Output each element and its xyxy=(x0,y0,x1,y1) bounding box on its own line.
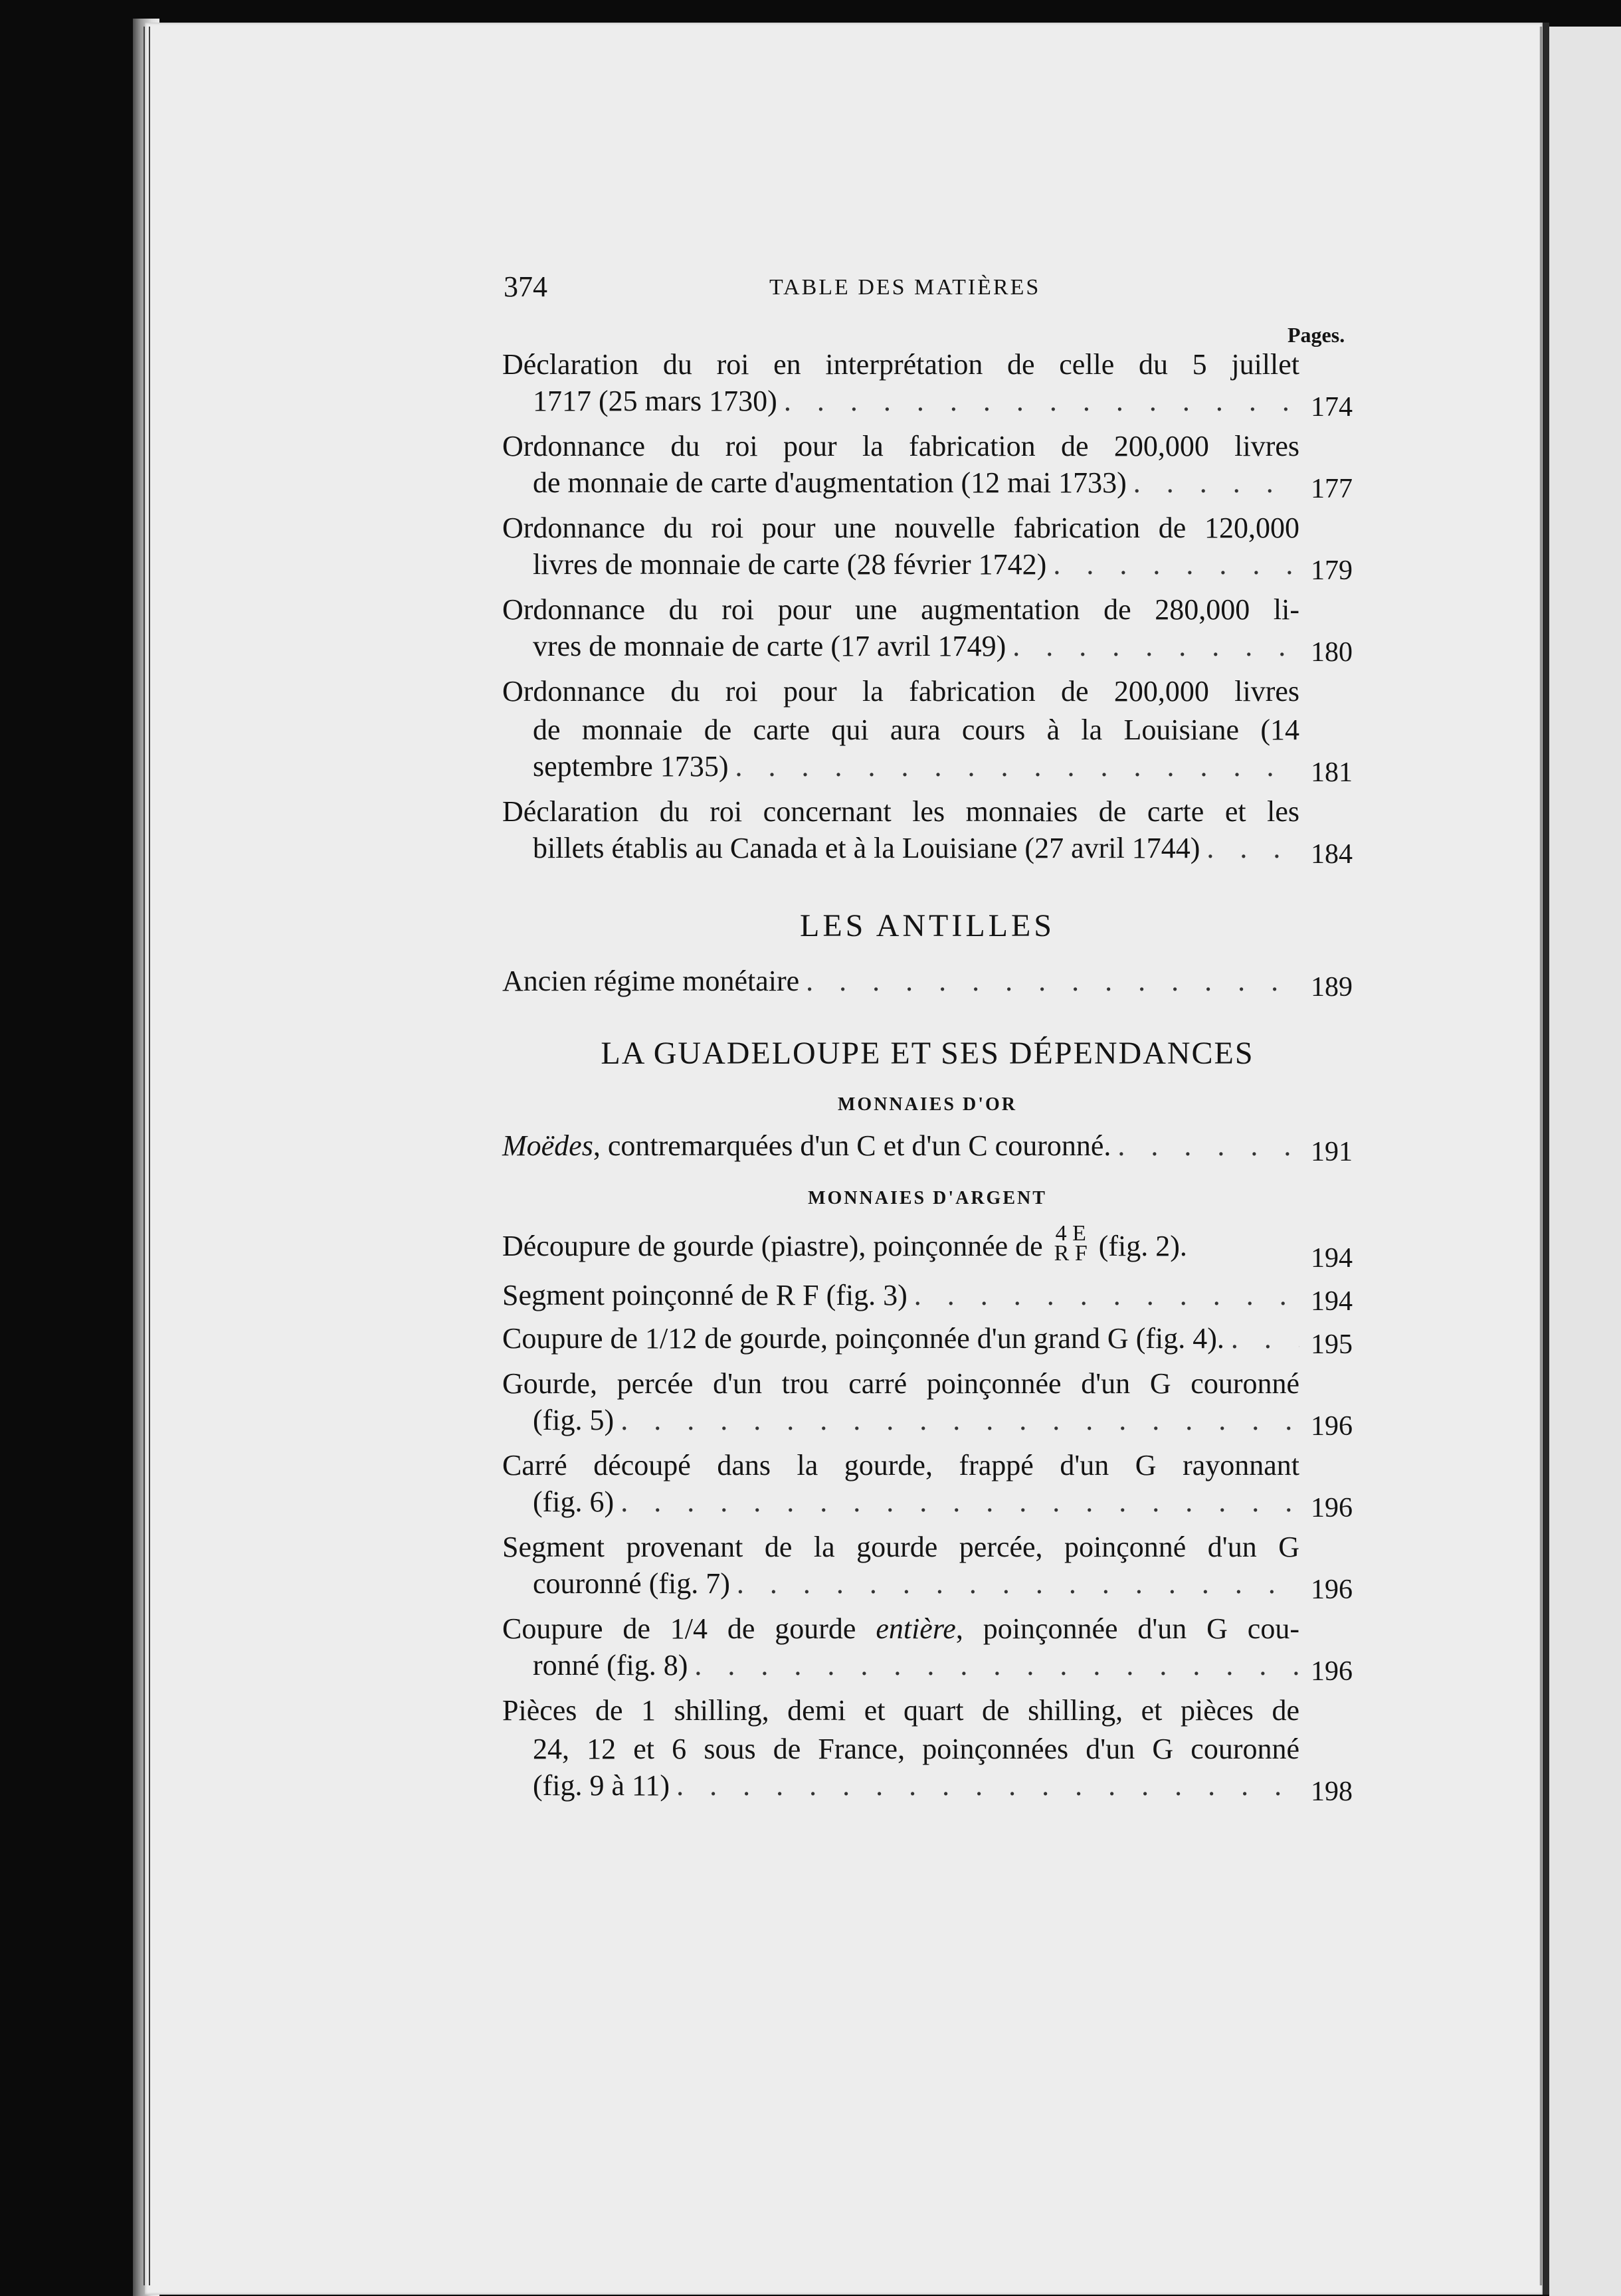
entry-line: de monnaie de carte qui aura cours à la Louisiane (14 xyxy=(533,714,1299,746)
entry-line: 24, 12 et 6 sous de France, poinçonnées d'un G couronné xyxy=(533,1733,1299,1765)
entry-text xyxy=(502,1221,1187,1269)
entry-text: vres de monnaie de carte (17 avril 1749) xyxy=(533,630,1006,662)
page-gap xyxy=(1543,23,1549,2295)
entry-text-after: (fig. 2). xyxy=(1098,1230,1187,1263)
toc-entry xyxy=(502,591,1353,668)
entry-text: ronné (fig. 8) xyxy=(533,1649,688,1681)
entry-line: Carré découpé dans la gourde, frappé d'un G rayonnant xyxy=(502,1449,1299,1482)
leader-dots xyxy=(1231,1321,1299,1355)
toc-entry xyxy=(502,345,1353,423)
gutter-line xyxy=(143,27,145,2285)
entry-text xyxy=(502,1129,1111,1163)
toc-entry xyxy=(502,1365,1353,1442)
entry-page: 198 xyxy=(1311,1776,1353,1807)
entry-text: septembre 1735) xyxy=(533,750,729,783)
entry-page: 196 xyxy=(1311,1656,1353,1687)
entry-page: 196 xyxy=(1311,1575,1353,1605)
toc-entry xyxy=(502,1221,1353,1274)
section-title-antilles: LES ANTILLES xyxy=(800,908,1055,943)
entry-text: (fig. 5) xyxy=(533,1404,615,1436)
gutter-line xyxy=(149,27,150,2285)
facing-page-edge xyxy=(1549,27,1621,2296)
entry-text: couronné (fig. 7) xyxy=(533,1567,730,1600)
fraction-bottom: R F xyxy=(1054,1241,1088,1266)
entry-line: Ordonnance du roi pour la fabrication de 200,000 livres xyxy=(502,430,1299,462)
entry-line: Gourde, percée d'un trou carré poinçonnée d'un G couronné xyxy=(502,1367,1299,1400)
entry-text: Ancien régime monétaire xyxy=(502,965,800,997)
punch-mark-fraction xyxy=(1054,1221,1088,1266)
entry-page: 181 xyxy=(1311,757,1353,788)
leader-dots xyxy=(676,1769,1299,1802)
toc-group-canada xyxy=(502,345,1353,870)
leader-dots xyxy=(1206,831,1299,865)
toc-group-shilling xyxy=(502,1691,1353,1807)
leader-dots xyxy=(737,1567,1299,1600)
leader-dots xyxy=(620,1403,1299,1437)
toc-entry xyxy=(502,1610,1353,1687)
running-title: TABLE DES MATIÈRES xyxy=(769,275,1041,300)
leader-dots xyxy=(1053,547,1299,581)
leader-dots xyxy=(806,964,1299,998)
entry-page: 177 xyxy=(1311,474,1353,504)
entry-page: 180 xyxy=(1311,637,1353,668)
entry-text: de monnaie de carte d'augmentation (12 mai 1733) xyxy=(533,466,1127,499)
running-head xyxy=(504,266,1354,312)
section-title-guadeloupe: LA GUADELOUPE ET SES DÉPENDANCES xyxy=(601,1036,1254,1071)
pages-column-label: Pages. xyxy=(1287,323,1345,347)
entry-page: 194 xyxy=(1311,1286,1353,1317)
entry-text: (fig. 9 à 11) xyxy=(533,1769,670,1802)
page-number: 374 xyxy=(504,270,547,303)
entry-text: 1717 (25 mars 1730) xyxy=(533,385,777,417)
entry-line: Segment provenant de la gourde percée, poinçonné d'un G xyxy=(502,1531,1299,1563)
entry-text: Coupure de 1/4 de gourde xyxy=(502,1612,876,1645)
table-of-contents xyxy=(502,345,1353,1812)
toc-entry xyxy=(502,1691,1353,1807)
leader-dots xyxy=(694,1648,1299,1682)
entry-text: billets établis au Canada et à la Louisiane (27 avril 1744) xyxy=(533,832,1200,864)
leader-dots xyxy=(735,749,1299,783)
fraction-top: 4 E xyxy=(1055,1221,1086,1246)
entry-text: (fig. 6) xyxy=(533,1485,615,1518)
entry-line: Ordonnance du roi pour la fabrication de 200,000 livres xyxy=(502,675,1299,708)
entry-text-rest: , contremarquées d'un C et d'un C couronné. xyxy=(593,1129,1111,1162)
toc-entry xyxy=(502,1446,1353,1523)
leader-dots xyxy=(1012,629,1299,663)
entry-page: 191 xyxy=(1311,1137,1353,1167)
entry-page: 196 xyxy=(1311,1411,1353,1442)
entry-italic: Moëdes xyxy=(502,1129,593,1162)
toc-group-argent xyxy=(502,1278,1353,1605)
toc-entry xyxy=(502,964,1353,1003)
entry-page: 189 xyxy=(1311,972,1353,1003)
leader-dots xyxy=(1117,1129,1299,1163)
toc-entry xyxy=(502,672,1353,788)
toc-entry xyxy=(502,1528,1353,1605)
entry-italic: entière xyxy=(876,1612,956,1645)
toc-entry xyxy=(502,793,1353,870)
entry-line: Pièces de 1 shilling, demi et quart de shilling, et pièces de xyxy=(502,1694,1299,1727)
entry-line: Déclaration du roi concernant les monnaies de carte et les xyxy=(502,795,1299,828)
leader-dots xyxy=(620,1485,1299,1519)
entry-text: , poinçonnée d'un G cou- xyxy=(955,1612,1299,1645)
entry-text-before: Découpure de gourde (piastre), poinçonnée de xyxy=(502,1230,1043,1263)
toc-entry xyxy=(502,509,1353,586)
subsection-monnaies-or: MONNAIES D'OR xyxy=(837,1094,1017,1115)
toc-entry xyxy=(502,427,1353,504)
entry-line: Ordonnance du roi pour une augmentation de 280,000 li- xyxy=(502,593,1299,626)
entry-text: livres de monnaie de carte (28 février 1742) xyxy=(533,548,1047,581)
entry-text: Coupure de 1/12 de gourde, poinçonnée d'un grand G (fig. 4). xyxy=(502,1322,1224,1355)
toc-entry xyxy=(502,1321,1353,1360)
entry-line: Déclaration du roi en interprétation de celle du 5 juillet xyxy=(502,348,1299,381)
entry-page: 196 xyxy=(1311,1493,1353,1523)
toc-entry xyxy=(502,1129,1353,1167)
entry-page: 179 xyxy=(1311,555,1353,586)
entry-line: Ordonnance du roi pour une nouvelle fabrication de 120,000 xyxy=(502,512,1299,544)
entry-text: Segment poinçonné de R F (fig. 3) xyxy=(502,1279,907,1311)
leader-dots xyxy=(784,384,1299,418)
entry-page: 195 xyxy=(1311,1329,1353,1360)
subsection-monnaies-argent: MONNAIES D'ARGENT xyxy=(808,1188,1047,1208)
entry-page: 194 xyxy=(1311,1243,1353,1274)
entry-line xyxy=(502,1610,1299,1648)
entry-page: 174 xyxy=(1311,392,1353,423)
leader-dots xyxy=(914,1278,1299,1312)
toc-entry xyxy=(502,1278,1353,1317)
entry-page: 184 xyxy=(1311,839,1353,870)
leader-dots xyxy=(1133,466,1299,500)
